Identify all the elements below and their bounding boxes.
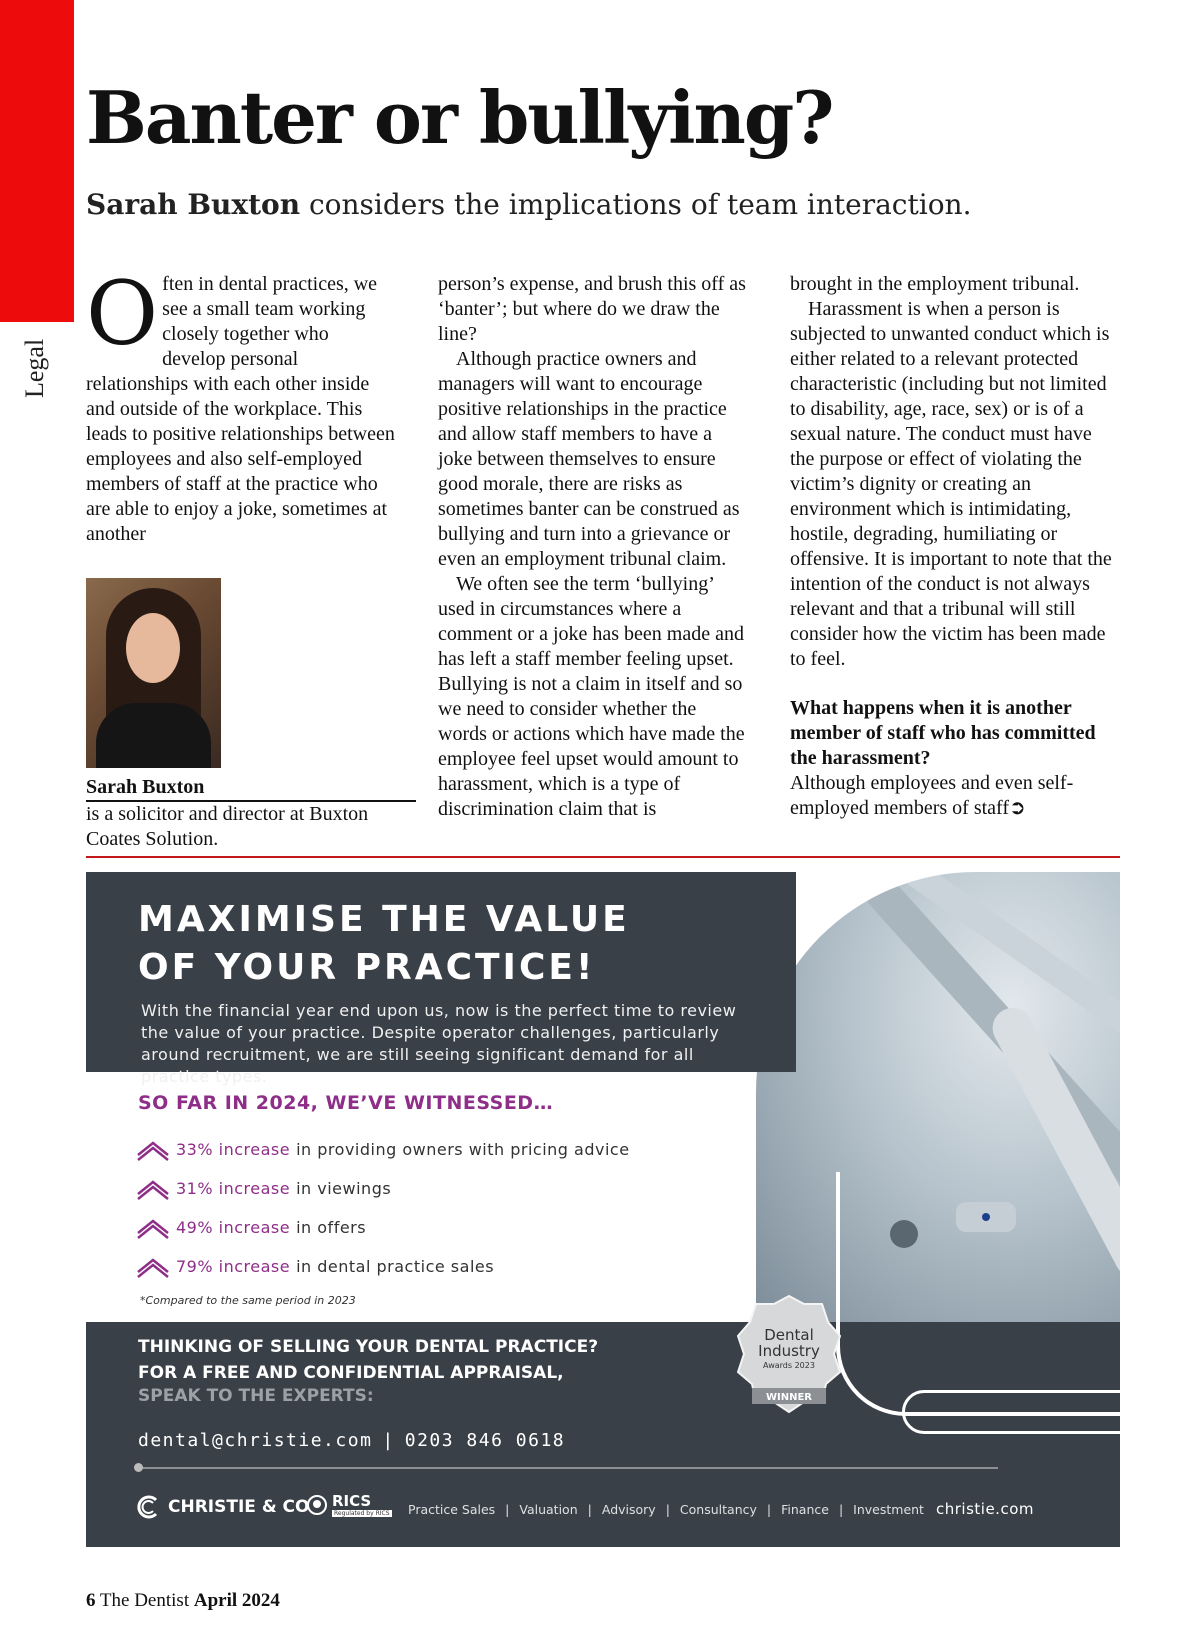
rics-logo: RICS Regulated by RICS [306, 1492, 392, 1517]
column-1 [86, 262, 396, 547]
award-badge [734, 1292, 844, 1422]
column-3 [790, 272, 1120, 821]
col3-paragraph-3: Although employees and even self-employed members of staff➲ [790, 772, 1074, 819]
col3-paragraph-2: Harassment is when a person is subjected to unwanted conduct which is either related to a relevant protected characteristic (including but not limited to disability, age, race, sex) or is of a sexual nature. The conduct must have the purpose or effect of violating the victim’s dignity or creating an environment which is intimidating, hostile, degrading, humiliating or offensive. It is important to note that the intention of the conduct is not always relevant and that a tribunal will still consider how the victim has been made to feel. [790, 298, 1112, 670]
stat-item: 33% increase in providing owners with pricing advice [136, 1130, 696, 1169]
issue-date: April 2024 [193, 1590, 280, 1611]
cta-subheading: SPEAK TO THE EXPERTS: [138, 1386, 374, 1406]
contact-line: dental@christie.com | 0203 846 0618 [138, 1430, 566, 1451]
svg-text:Industry: Industry [758, 1342, 820, 1360]
service-item: Consultancy [679, 1502, 757, 1517]
section-label: Legal [20, 338, 49, 398]
col3-paragraph-1: brought in the employment tribunal. [790, 273, 1080, 295]
service-item: Practice Sales [408, 1502, 496, 1517]
service-item: Finance [781, 1502, 829, 1517]
decorative-pill [902, 1390, 1120, 1434]
website-link[interactable]: christie.com [936, 1500, 1034, 1518]
standfirst-author: Sarah Buxton [86, 188, 301, 221]
stat-item: 49% increase in offers [136, 1208, 696, 1247]
service-item: Advisory [601, 1502, 656, 1517]
ad-witness-heading: SO FAR IN 2024, WE’VE WITNESSED… [138, 1092, 554, 1114]
page-number: 6 [86, 1590, 96, 1611]
col2-paragraph-3: We often see the term ‘bullying’ used in circumstances where a comment or a joke has been made and has left a staff member feeling upset. Bullying is not a claim in itself and so we need to consider whether the words or actions which have made the employee feel upset would amount to harassment, which is a type of discrimination claim that is [438, 573, 745, 820]
publication-name: The Dentist [99, 1590, 190, 1611]
column-2 [438, 272, 748, 822]
caption-name: Sarah Buxton [86, 776, 205, 798]
chevron-up-icon [136, 1139, 170, 1161]
ad-headline: MAXIMISE THE VALUE OF YOUR PRACTICE! [138, 899, 630, 988]
stat-list [136, 1130, 696, 1286]
chevron-up-icon [136, 1217, 170, 1239]
service-item: Investment [853, 1502, 924, 1517]
standfirst [86, 188, 972, 221]
decorative-curve [836, 1172, 1120, 1416]
service-item: Valuation [519, 1502, 578, 1517]
rics-lion-icon [306, 1494, 328, 1516]
chevron-up-icon [136, 1256, 170, 1278]
section-color-bar [0, 0, 74, 322]
col2-paragraph-1: person’s expense, and brush this off as ‘banter’; but where do we draw the line? [438, 273, 746, 345]
contact-email[interactable]: dental@christie.com [138, 1430, 373, 1451]
standfirst-text: considers the implications of team interaction. [300, 188, 972, 221]
author-photo [86, 578, 221, 768]
decorative-dot [134, 1463, 143, 1472]
page-footer [86, 1590, 280, 1612]
services-list: Practice Sales | Valuation | Advisory | Consultancy | Finance | Investment [408, 1502, 924, 1517]
ad-footnote: *Compared to the same period in 2023 [140, 1294, 356, 1307]
stat-item: 79% increase in dental practice sales [136, 1247, 696, 1286]
stat-item: 31% increase in viewings [136, 1169, 696, 1208]
svg-text:Dental: Dental [764, 1326, 814, 1344]
col3-subhead: What happens when it is another member of staff who has committed the harassment? [790, 697, 1096, 769]
article-separator [86, 856, 1120, 858]
christie-c-icon [136, 1494, 162, 1520]
ad-intro: With the financial year end upon us, now is the perfect time to review the value of your practice. Despite operator challenges, particularly around recruitment, we are still seeing significant demand for all practice types. [141, 1001, 737, 1086]
christie-logo: CHRISTIE & CO [136, 1494, 310, 1520]
article-title: Banter or bullying? [86, 75, 833, 160]
decorative-line [138, 1467, 998, 1469]
cta-heading: THINKING OF SELLING YOUR DENTAL PRACTICE? FOR A FREE AND CONFIDENTIAL APPRAISAL, [138, 1337, 599, 1383]
col2-paragraph-2: Although practice owners and managers will want to encourage positive relationships in the practice and allow staff members to have a joke between themselves to ensure good morale, there are risks as sometimes banter can be construed as bullying and turn into a grievance or even an employment tribunal claim. [438, 348, 740, 570]
contact-phone[interactable]: 0203 846 0618 [404, 1430, 566, 1451]
svg-text:WINNER: WINNER [765, 1392, 813, 1403]
chevron-up-icon [136, 1178, 170, 1200]
caption-text: is a solicitor and director at Buxton Coates Solution. [86, 803, 369, 850]
continue-arrow-icon: ➲ [1009, 797, 1026, 819]
svg-text:Awards 2023: Awards 2023 [763, 1361, 815, 1370]
christie-advert [86, 872, 1120, 1547]
drop-cap: O [86, 262, 159, 365]
col1-paragraph: ften in dental practices, we see a small team working closely together who develop personal relationships with each other inside and outside of the workplace. This leads to positive relationships between employees and also self-employed members of staff at the practice who are able to enjoy a joke, sometimes at another [86, 273, 395, 545]
